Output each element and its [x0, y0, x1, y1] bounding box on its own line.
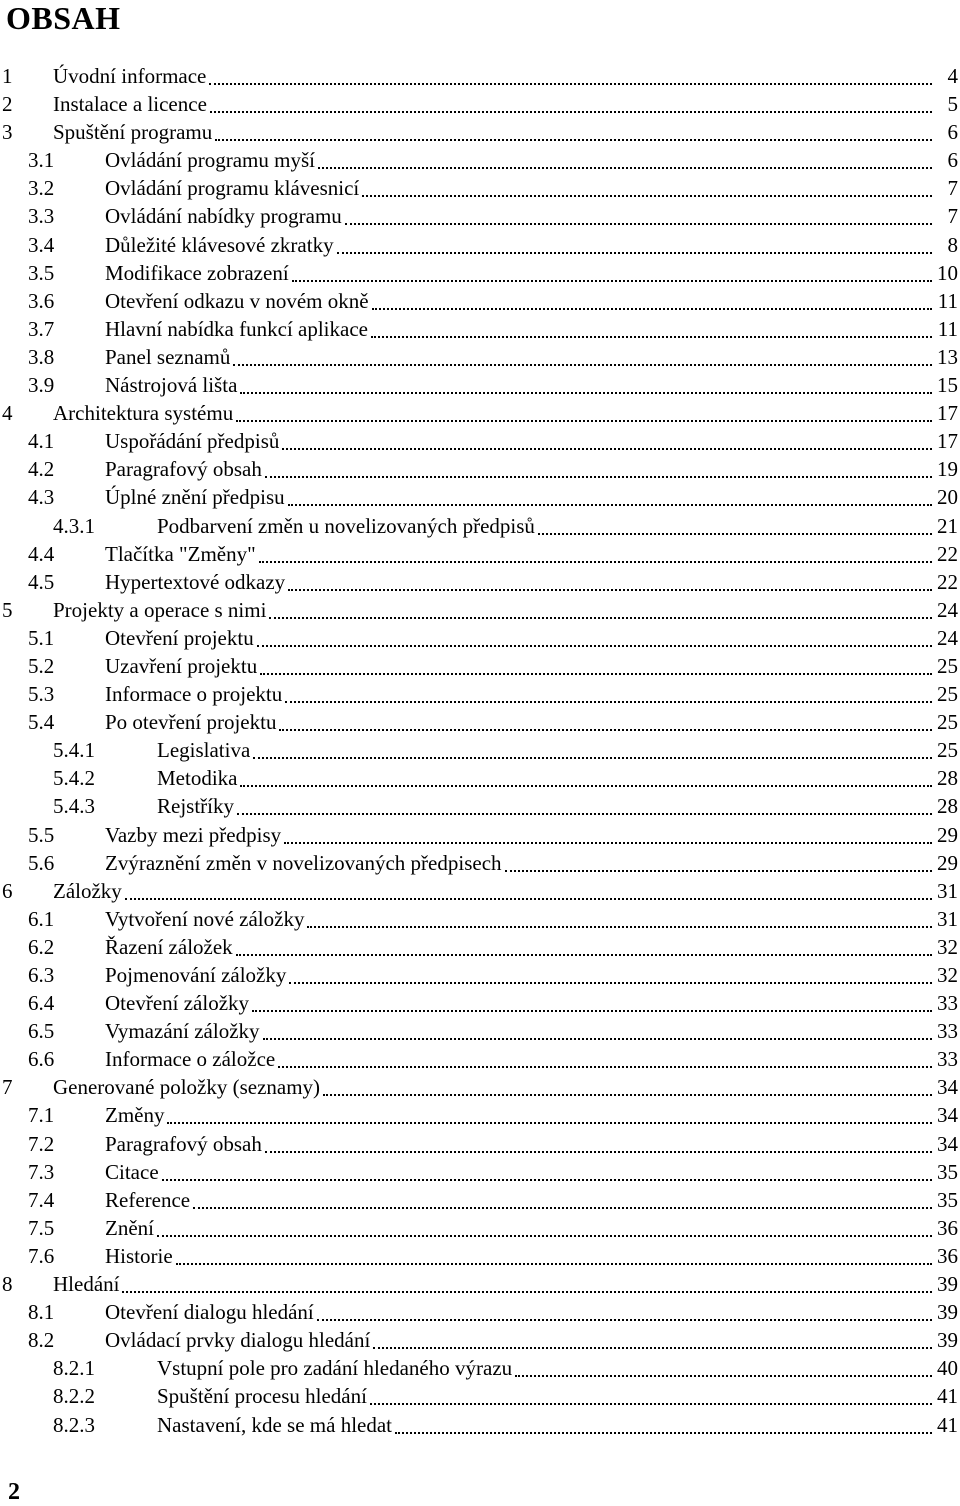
- toc-entry-page: 8: [947, 232, 958, 257]
- toc-entry-number: 5.5: [28, 822, 55, 847]
- toc-entry-title: Podbarvení změn u novelizovaných předpisů: [157, 513, 535, 538]
- dot-leader: [122, 1270, 932, 1293]
- toc-entry-number: 7.2: [28, 1131, 55, 1156]
- toc-entry-title: Otevření záložky: [105, 991, 250, 1016]
- dot-leader: [233, 343, 932, 366]
- toc-entry-title: Instalace a licence: [53, 92, 207, 117]
- toc-entry[interactable]: [0, 989, 960, 1017]
- toc-entry-number: 8.2.1: [53, 1356, 95, 1381]
- toc-entry-page: 32: [937, 934, 958, 959]
- toc-entry-title: Uspořádání předpisů: [105, 429, 280, 454]
- toc-entry-page: 28: [937, 794, 958, 819]
- toc-entry-number: 6.3: [28, 963, 55, 987]
- dot-leader: [372, 287, 932, 310]
- toc-entry-title: Otevření projektu: [105, 625, 254, 650]
- dot-leader: [240, 371, 932, 394]
- toc-entry[interactable]: [0, 1326, 960, 1354]
- toc-entry-page: 34: [937, 1131, 958, 1156]
- toc-entry-title: Nastavení, kde se má hledat: [157, 1412, 392, 1437]
- toc-entry-page: 25: [937, 653, 958, 678]
- toc-entry-number: 6.2: [28, 934, 55, 959]
- toc-entry[interactable]: [0, 146, 960, 174]
- toc-entry-number: 3.8: [28, 344, 55, 369]
- toc-entry-title: Uzavření projektu: [105, 653, 258, 678]
- toc-entry-title: Nástrojová lišta: [105, 373, 238, 398]
- toc-entry-number: 3.7: [28, 316, 55, 341]
- toc-entry[interactable]: [0, 652, 960, 680]
- toc-entry-page: 41: [937, 1384, 958, 1409]
- toc-entry-number: 3.3: [28, 204, 55, 229]
- toc-entry[interactable]: [0, 259, 960, 287]
- toc-entry-page: 28: [937, 766, 958, 791]
- toc-entry-number: 5.4: [28, 710, 55, 735]
- toc-entry-page: 31: [937, 878, 958, 903]
- dot-leader: [288, 483, 932, 506]
- toc-entry-page: 20: [937, 485, 958, 510]
- toc-entry[interactable]: [0, 1382, 960, 1410]
- dot-leader: [162, 1158, 932, 1181]
- dot-leader: [284, 821, 932, 844]
- toc-entry-page: 29: [937, 850, 958, 875]
- dot-leader: [263, 1017, 932, 1040]
- toc-entry-number: 8.2.3: [53, 1412, 95, 1437]
- toc-entry-title: Vytvoření nové záložky: [105, 906, 305, 931]
- toc-entry-page: 10: [937, 260, 958, 285]
- toc-entry[interactable]: [0, 708, 960, 736]
- toc-entry-title: Úplné znění předpisu: [105, 485, 285, 510]
- toc-entry[interactable]: [0, 1214, 960, 1242]
- toc-entry-title: Ovládání nabídky programu: [105, 204, 342, 229]
- dot-leader: [371, 315, 932, 338]
- toc-entry-title: Hlavní nabídka funkcí aplikace: [105, 316, 368, 341]
- dot-leader: [289, 961, 932, 984]
- toc-entry[interactable]: [0, 764, 960, 792]
- toc-entry-page: 34: [937, 1103, 958, 1128]
- dot-leader: [370, 1382, 932, 1405]
- toc-entry-number: 7: [2, 1075, 13, 1100]
- toc-entry-number: 7.6: [28, 1243, 55, 1268]
- toc-entry-page: 22: [937, 541, 958, 566]
- dot-leader: [265, 1130, 932, 1153]
- toc-entry-page: 35: [937, 1159, 958, 1184]
- toc-entry-page: 15: [937, 373, 958, 398]
- toc-entry-number: 7.4: [28, 1187, 55, 1212]
- toc-entry[interactable]: [0, 568, 960, 596]
- toc-entry-title: Spuštění procesu hledání: [157, 1384, 367, 1409]
- dot-leader: [167, 1101, 932, 1124]
- toc-entry-page: 34: [937, 1075, 958, 1100]
- toc-entry-number: 6.1: [28, 906, 55, 931]
- toc-entry-page: 39: [937, 1300, 958, 1325]
- dot-leader: [278, 1045, 932, 1068]
- toc-entry-title: Vstupní pole pro zadání hledaného výrazu: [157, 1356, 513, 1381]
- toc-entry[interactable]: [0, 680, 960, 708]
- toc-entry[interactable]: [0, 483, 960, 511]
- toc-entry-number: 4.2: [28, 457, 55, 482]
- dot-leader: [193, 1186, 932, 1209]
- toc-entry-number: 5.4.2: [53, 766, 95, 791]
- toc-entry-page: 36: [937, 1243, 958, 1268]
- toc-entry[interactable]: [0, 62, 960, 90]
- dot-leader: [515, 1354, 932, 1377]
- toc-entry-title: Záložky: [53, 878, 122, 903]
- toc-entry-page: 24: [937, 625, 958, 650]
- toc-entry[interactable]: [0, 371, 960, 399]
- toc-entry[interactable]: [0, 849, 960, 877]
- dot-leader: [292, 259, 932, 282]
- toc-entry-title: Vazby mezi předpisy: [105, 822, 282, 847]
- toc-entry-title: Paragrafový obsah: [105, 457, 262, 482]
- toc-entry[interactable]: [0, 343, 960, 371]
- toc-entry-page: 41: [937, 1412, 958, 1437]
- toc-entry[interactable]: [0, 1354, 960, 1382]
- toc-entry-title: Ovládání programu myší: [105, 148, 315, 173]
- toc-entry-page: 33: [937, 1047, 958, 1072]
- toc-entry[interactable]: [0, 1186, 960, 1214]
- toc-entry[interactable]: [0, 1298, 960, 1326]
- toc-entry-title: Po otevření projektu: [105, 710, 277, 735]
- dot-leader: [395, 1411, 932, 1434]
- toc-entry-number: 3.6: [28, 288, 55, 313]
- toc-entry-number: 7.3: [28, 1159, 55, 1184]
- toc-entry[interactable]: [0, 624, 960, 652]
- toc-entry-title: Rejstříky: [157, 794, 234, 819]
- toc-entry[interactable]: [0, 1242, 960, 1270]
- toc-entry-number: 2: [2, 92, 13, 117]
- dot-leader: [373, 1326, 932, 1349]
- dot-leader: [288, 568, 932, 591]
- toc-entry[interactable]: [0, 1073, 960, 1101]
- dot-leader: [279, 708, 932, 731]
- toc-entry-number: 8: [2, 1272, 13, 1297]
- dot-leader: [125, 877, 932, 900]
- toc-entry[interactable]: [0, 905, 960, 933]
- toc-entry-title: Spuštění programu: [53, 120, 213, 145]
- toc-entry-number: 8.1: [28, 1300, 55, 1325]
- toc-entry-title: Projekty a operace s nimi: [53, 597, 267, 622]
- toc-entry[interactable]: [0, 792, 960, 820]
- toc-entry-number: 8.2: [28, 1328, 55, 1353]
- dot-leader: [259, 540, 932, 563]
- dot-leader: [257, 624, 932, 647]
- toc-entry-page: 11: [937, 288, 958, 313]
- dot-leader: [157, 1214, 932, 1237]
- toc-entry-title: Ovládací prvky dialogu hledání: [105, 1328, 371, 1353]
- toc-entry-title: Metodika: [157, 766, 238, 791]
- toc-entry-title: Informace o projektu: [105, 682, 283, 707]
- toc-entry-page: 25: [937, 738, 958, 763]
- toc-entry-number: 5: [2, 597, 13, 622]
- dot-leader: [252, 989, 932, 1012]
- toc-entry-number: 6.5: [28, 1019, 55, 1044]
- toc-entry-page: 6: [947, 120, 958, 145]
- toc-entry-title: Otevření dialogu hledání: [105, 1300, 314, 1325]
- toc-entry[interactable]: [0, 427, 960, 455]
- toc-entry-number: 3.1: [28, 148, 55, 173]
- toc-entry-page: 36: [937, 1215, 958, 1240]
- toc-entry-number: 4.3: [28, 485, 55, 510]
- toc-entry[interactable]: [0, 1017, 960, 1045]
- toc-entry-page: 33: [937, 991, 958, 1016]
- toc-entry-page: 25: [937, 710, 958, 735]
- toc-entry-number: 5.6: [28, 850, 55, 875]
- dot-leader: [237, 792, 932, 815]
- toc-entry-page: 39: [937, 1272, 958, 1297]
- toc-entry-page: 5: [947, 92, 958, 117]
- toc-entry-title: Panel seznamů: [105, 344, 231, 369]
- dot-leader: [282, 427, 932, 450]
- toc-entry-number: 3.9: [28, 373, 55, 398]
- toc-entry-number: 3: [2, 120, 13, 145]
- page-title: OBSAH: [6, 0, 121, 36]
- dot-leader: [209, 62, 932, 85]
- dot-leader: [317, 1298, 932, 1321]
- toc-entry-page: 17: [937, 401, 958, 426]
- dot-leader: [215, 118, 932, 141]
- dot-leader: [210, 90, 932, 113]
- page-number: 2: [8, 1479, 20, 1505]
- toc-entry-page: 17: [937, 429, 958, 454]
- toc-entry-number: 6: [2, 878, 13, 903]
- toc-entry-page: 24: [937, 597, 958, 622]
- toc-entry-number: 3.4: [28, 232, 55, 257]
- toc-entry-page: 6: [947, 148, 958, 173]
- toc-entry-number: 5.3: [28, 682, 55, 707]
- toc-entry-number: 4.3.1: [53, 513, 95, 538]
- toc-entry-title: Citace: [105, 1159, 159, 1184]
- dot-leader: [253, 736, 932, 759]
- toc-entry-number: 4: [2, 401, 13, 426]
- dot-leader: [265, 455, 932, 478]
- toc-entry-title: Otevření odkazu v novém okně: [105, 288, 369, 313]
- toc-entry-number: 7.1: [28, 1103, 55, 1128]
- toc-entry-title: Modifikace zobrazení: [105, 260, 289, 285]
- dot-leader: [538, 512, 932, 535]
- toc-entry-number: 7.5: [28, 1215, 55, 1240]
- toc-entry-number: 4.5: [28, 569, 55, 594]
- toc-entry-page: 7: [947, 176, 958, 201]
- toc-entry-title: Pojmenování záložky: [105, 963, 287, 987]
- toc-entry-title: Ovládání programu klávesnicí: [105, 176, 360, 201]
- toc-entry[interactable]: [0, 736, 960, 764]
- toc-entry-page: 21: [937, 513, 958, 538]
- toc-entry-number: 5.1: [28, 625, 55, 650]
- toc-entry-title: Znění: [105, 1215, 154, 1240]
- toc-entry-title: Informace o záložce: [105, 1047, 276, 1072]
- toc-entry[interactable]: [0, 961, 960, 989]
- toc-entry-number: 6.6: [28, 1047, 55, 1072]
- toc-entry[interactable]: [0, 1045, 960, 1073]
- toc-entry[interactable]: [0, 1130, 960, 1158]
- toc-entry[interactable]: [0, 399, 960, 427]
- toc-entry-page: 35: [937, 1187, 958, 1212]
- toc-entry-title: Paragrafový obsah: [105, 1131, 262, 1156]
- toc-entry-title: Úvodní informace: [53, 64, 207, 88]
- toc-entry-page: 22: [937, 569, 958, 594]
- toc-entry-number: 3.2: [28, 176, 55, 201]
- toc-entry-number: 6.4: [28, 991, 55, 1016]
- toc-entry[interactable]: [0, 118, 960, 146]
- toc-entry[interactable]: [0, 455, 960, 483]
- dot-leader: [323, 1073, 932, 1096]
- toc-entry-page: 11: [937, 316, 958, 341]
- dot-leader: [269, 596, 932, 619]
- toc-entry[interactable]: [0, 821, 960, 849]
- toc-entry-title: Hypertextové odkazy: [105, 569, 286, 594]
- toc-entry-page: 4: [947, 64, 958, 88]
- dot-leader: [236, 933, 932, 956]
- toc-entry-title: Zvýraznění změn v novelizovaných předpisech: [105, 850, 502, 875]
- toc-entry-number: 1: [2, 64, 13, 88]
- toc-entry-page: 33: [937, 1019, 958, 1044]
- toc-entry-title: Historie: [105, 1243, 173, 1268]
- dot-leader: [260, 652, 932, 675]
- toc-entry[interactable]: [0, 1158, 960, 1186]
- toc-entry-page: 19: [937, 457, 958, 482]
- dot-leader: [236, 399, 932, 422]
- toc-entry-title: Legislativa: [157, 738, 251, 763]
- toc-entry-title: Tlačítka "Změny": [105, 541, 256, 566]
- toc-entry-title: Architektura systému: [53, 401, 234, 426]
- toc-entry-title: Reference: [105, 1187, 191, 1212]
- toc-entry-number: 5.4.3: [53, 794, 95, 819]
- toc-entry-title: Řazení záložek: [105, 934, 233, 959]
- dot-leader: [318, 146, 932, 169]
- toc-entry-page: 40: [937, 1356, 958, 1381]
- toc-entry[interactable]: [0, 1270, 960, 1298]
- toc-entry-number: 5.4.1: [53, 738, 95, 763]
- toc-entry[interactable]: [0, 596, 960, 624]
- toc-entry-title: Důležité klávesové zkratky: [105, 232, 334, 257]
- dot-leader: [240, 764, 932, 787]
- toc-entry[interactable]: [0, 315, 960, 343]
- dot-leader: [285, 680, 932, 703]
- toc-entry[interactable]: [0, 540, 960, 568]
- toc-entry-page: 39: [937, 1328, 958, 1353]
- toc-entry-page: 7: [947, 204, 958, 229]
- toc-entry-number: 5.2: [28, 653, 55, 678]
- toc-entry[interactable]: [0, 877, 960, 905]
- toc-entry[interactable]: [0, 202, 960, 230]
- toc-entry[interactable]: [0, 1101, 960, 1129]
- toc-entry-page: 29: [937, 822, 958, 847]
- dot-leader: [362, 174, 932, 197]
- toc-entry[interactable]: [0, 174, 960, 202]
- toc-entry[interactable]: [0, 512, 960, 540]
- toc-entry-page: 32: [937, 963, 958, 987]
- dot-leader: [307, 905, 932, 928]
- toc-entry-number: 4.1: [28, 429, 55, 454]
- toc-entry-number: 4.4: [28, 541, 55, 566]
- toc-entry-page: 31: [937, 906, 958, 931]
- table-of-contents: [0, 62, 960, 1439]
- toc-entry-title: Generované položky (seznamy): [53, 1075, 321, 1100]
- toc-entry-page: 25: [937, 682, 958, 707]
- toc-entry-title: Změny: [105, 1103, 165, 1128]
- toc-entry-number: 8.2.2: [53, 1384, 95, 1409]
- dot-leader: [345, 202, 932, 225]
- dot-leader: [337, 231, 932, 254]
- toc-entry-title: Hledání: [53, 1272, 120, 1297]
- toc-entry-number: 3.5: [28, 260, 55, 285]
- toc-entry[interactable]: [0, 933, 960, 961]
- dot-leader: [505, 849, 932, 872]
- toc-entry[interactable]: [0, 231, 960, 259]
- toc-entry[interactable]: [0, 1411, 960, 1439]
- toc-entry[interactable]: [0, 287, 960, 315]
- toc-entry-page: 13: [937, 344, 958, 369]
- toc-entry[interactable]: [0, 90, 960, 118]
- toc-entry-title: Vymazání záložky: [105, 1019, 260, 1044]
- dot-leader: [176, 1242, 932, 1265]
